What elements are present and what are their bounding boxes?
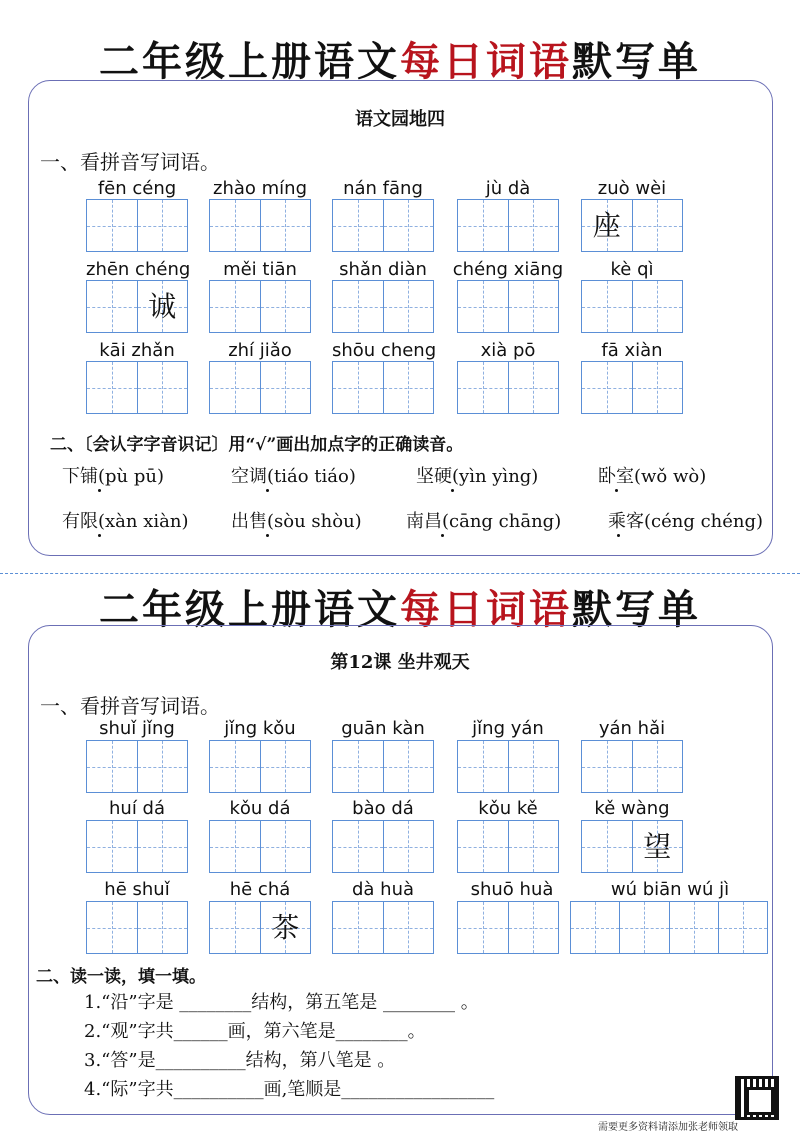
emphasis-dot (441, 534, 444, 537)
writing-grid[interactable] (209, 361, 311, 414)
writing-grid[interactable] (332, 901, 434, 954)
pinyin-label: shuō huà (470, 879, 554, 900)
writing-grid[interactable] (457, 820, 559, 873)
writing-grid[interactable] (86, 740, 188, 793)
writing-grid[interactable] (209, 740, 311, 793)
pinyin-label: jǐng kǒu (224, 718, 296, 739)
page-title: 二年级上册语文每日词语默写单 (99, 587, 701, 633)
filled-character: 座 (592, 208, 621, 242)
pinyin-label: huí dá (109, 798, 165, 819)
writing-grid[interactable] (457, 361, 559, 414)
writing-grid[interactable] (332, 280, 434, 333)
writing-grid[interactable] (209, 820, 311, 873)
section-heading: 二、读一读，填一填。 (36, 967, 206, 987)
pinyin-label: kǒu kě (478, 798, 538, 819)
writing-grid[interactable] (332, 361, 434, 414)
fill-question[interactable]: 3.“答”是__________结构，第八笔是 。 (84, 1050, 396, 1071)
pronunciation-item[interactable]: 南昌(cāng chāng) (406, 511, 562, 532)
section-heading: 一、看拼音写词语。 (40, 694, 220, 718)
pinyin-label: kě wàng (594, 798, 670, 819)
pinyin-label: kǒu dá (229, 798, 291, 819)
emphasis-dot (451, 489, 454, 492)
filled-character: 茶 (271, 910, 300, 944)
pinyin-label: bào dá (352, 798, 414, 819)
writing-grid[interactable] (581, 199, 683, 252)
writing-grid[interactable] (457, 740, 559, 793)
pinyin-label: shuǐ jǐng (99, 718, 175, 739)
page-title: 二年级上册语文每日词语默写单 (99, 39, 701, 85)
fill-question[interactable]: 4.“际”字共__________画,笔顺是_________________ (84, 1079, 495, 1100)
pinyin-label: jù dà (485, 178, 531, 199)
pronunciation-item[interactable]: 空调(tiáo tiáo) (231, 466, 356, 487)
writing-grid[interactable] (86, 820, 188, 873)
writing-grid[interactable] (332, 740, 434, 793)
footer-note: 需要更多资料请添加张老师领取 (598, 1122, 738, 1133)
pinyin-label: zhào míng (213, 178, 307, 199)
pinyin-label: chéng xiāng (452, 259, 564, 280)
writing-grid[interactable] (457, 199, 559, 252)
pinyin-label: nán fāng (343, 178, 423, 199)
section-heading: 一、看拼音写词语。 (40, 150, 220, 174)
pinyin-label: shōu cheng (332, 340, 437, 361)
writing-grid[interactable] (209, 280, 311, 333)
filled-character: 诚 (148, 289, 177, 323)
writing-grid[interactable] (209, 199, 311, 252)
qr-code (735, 1076, 779, 1120)
pronunciation-item[interactable]: 卧室(wǒ wò) (598, 466, 707, 487)
emphasis-dot (617, 534, 620, 537)
pinyin-label: shǎn diàn (339, 259, 427, 280)
pinyin-label: hē chá (229, 879, 291, 900)
lesson-title: 第12课 坐井观天 (330, 652, 470, 673)
writing-grid[interactable] (457, 901, 559, 954)
writing-grid[interactable] (332, 820, 434, 873)
pinyin-label: jǐng yán (472, 718, 544, 739)
writing-grid[interactable] (581, 280, 683, 333)
fill-question[interactable]: 1.“沿”字是 ________结构，第五笔是 ________ 。 (84, 992, 479, 1013)
pinyin-label: kè qì (610, 259, 654, 280)
pinyin-label: yán hǎi (598, 718, 666, 739)
writing-grid[interactable] (581, 740, 683, 793)
pronunciation-item[interactable]: 出售(sòu shòu) (231, 511, 362, 532)
writing-grid[interactable] (570, 901, 768, 954)
pinyin-label: zhí jiǎo (228, 340, 292, 361)
pronunciation-item[interactable]: 坚硬(yìn yìng) (416, 466, 539, 487)
pinyin-label: wú biān wú jì (610, 879, 730, 900)
writing-grid[interactable] (86, 901, 188, 954)
pinyin-label: xià pō (480, 340, 536, 361)
writing-grid[interactable] (581, 361, 683, 414)
writing-grid[interactable] (457, 280, 559, 333)
writing-grid[interactable] (86, 280, 188, 333)
pronunciation-item[interactable]: 下铺(pù pū) (62, 466, 164, 487)
section-heading: 二、〔会认字字音识记〕用“√”画出加点字的正确读音。 (50, 435, 464, 455)
pinyin-label: fēn céng (97, 178, 177, 199)
writing-grid[interactable] (581, 820, 683, 873)
pinyin-label: dà huà (351, 879, 415, 900)
pinyin-label: zhēn chéng (86, 259, 191, 280)
emphasis-dot (98, 534, 101, 537)
emphasis-dot (266, 489, 269, 492)
lesson-title: 语文园地四 (355, 109, 445, 130)
pinyin-label: měi tiān (223, 259, 297, 280)
writing-grid[interactable] (86, 361, 188, 414)
emphasis-dot (266, 534, 269, 537)
pronunciation-item[interactable]: 乘客(céng chéng) (608, 511, 764, 532)
emphasis-dot (98, 489, 101, 492)
filled-character: 望 (643, 829, 672, 863)
pinyin-label: fā xiàn (601, 340, 663, 361)
cut-line (0, 573, 800, 574)
writing-grid[interactable] (332, 199, 434, 252)
writing-grid[interactable] (86, 199, 188, 252)
pinyin-label: hē shuǐ (104, 879, 170, 900)
pinyin-label: kāi zhǎn (99, 340, 175, 361)
pronunciation-item[interactable]: 有限(xàn xiàn) (62, 511, 189, 532)
emphasis-dot (615, 489, 618, 492)
writing-grid[interactable] (209, 901, 311, 954)
fill-question[interactable]: 2.“观”字共______画，第六笔是________。 (84, 1021, 426, 1042)
pinyin-label: zuò wèi (597, 178, 667, 199)
pinyin-label: guān kàn (341, 718, 425, 739)
